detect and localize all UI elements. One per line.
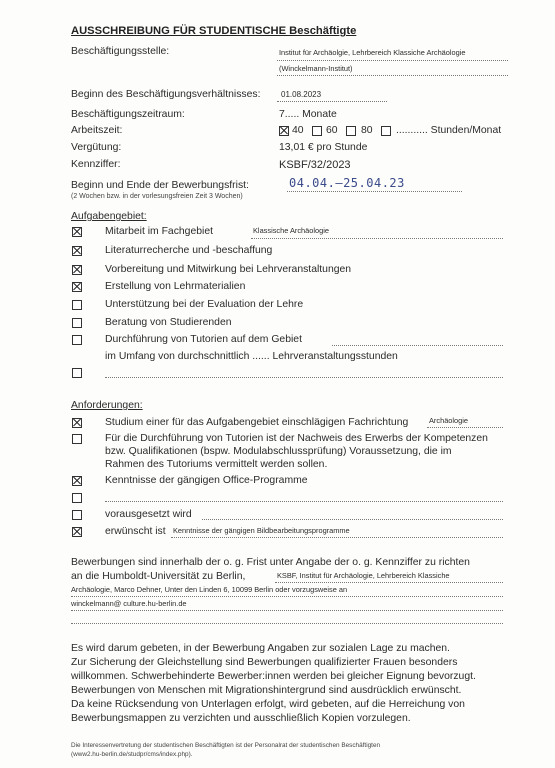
- aufgabe-5-checkbox[interactable]: [72, 300, 82, 310]
- erwuenscht-extra: Kenntnisse der gängigen Bildbearbeitungsprogramme: [173, 526, 350, 535]
- verguetung-label: Vergütung:: [71, 142, 122, 153]
- kennziffer-label: Kennziffer:: [71, 159, 121, 170]
- aufgabe-6-checkbox[interactable]: [72, 318, 82, 328]
- bewerbung-address-line1: KSBF, Institut für Archäologie, Lehrbereich Klassiche: [277, 571, 450, 580]
- vorausgesetzt-checkbox[interactable]: [72, 510, 82, 520]
- studium-checkbox[interactable]: [72, 418, 82, 428]
- arbeitszeit-80-label: 80: [361, 125, 373, 136]
- footer-line1: Die Interessenvertretung der studentischen Beschäftigten ist der Personalrat der studentischen Beschäftigten: [71, 742, 381, 749]
- tutorien-line3: Rahmen des Tutoriums vermittelt werden sollen.: [105, 459, 328, 470]
- aufgabe-7-checkbox[interactable]: [72, 335, 82, 345]
- aufgabe-3-checkbox[interactable]: [72, 265, 82, 275]
- erwuenscht-checkbox[interactable]: [72, 527, 82, 537]
- arbeitszeit-other-checkbox[interactable]: [381, 126, 391, 136]
- frist-label: Beginn und Ende der Bewerbungsfrist:: [71, 180, 249, 191]
- kennziffer-value: KSBF/32/2023: [279, 159, 351, 171]
- arbeitszeit-80-checkbox[interactable]: [346, 126, 356, 136]
- office-checkbox[interactable]: [72, 476, 82, 486]
- tutorien-umfang: im Umfang von durchschnittlich ...... Lehrveranstaltungsstunden: [105, 351, 398, 362]
- aufgabe-1-label: Mitarbeit im Fachgebiet: [105, 226, 213, 237]
- stelle-label: Beschäftigungsstelle:: [71, 46, 170, 57]
- hinweis-line2: Zur Sicherung der Gleichstellung sind Bewerbungen qualifizierter Frauen besonders: [71, 657, 458, 668]
- frist-note: (2 Wochen bzw. in der vorlesungsfreien Zeit 3 Wochen): [71, 193, 243, 200]
- hinweis-line4: Bewerbungen von Menschen mit Migrationshintergrund sind ausdrücklich erwünscht.: [71, 685, 462, 696]
- aufgabe-6-label: Beratung von Studierenden: [105, 317, 232, 328]
- footer-line2: (www2.hu-berlin.de/studpr/cms/index.php).: [71, 751, 193, 758]
- arbeitszeit-40-checkbox[interactable]: [279, 126, 289, 136]
- anforderung-other-checkbox[interactable]: [72, 493, 82, 503]
- bewerbung-line1: Bewerbungen sind innerhalb der o. g. Frist unter Angabe der o. g. Kennziffer zu richten: [71, 557, 470, 568]
- arbeitszeit-label: Arbeitszeit:: [71, 125, 123, 136]
- aufgabe-2-checkbox[interactable]: [72, 246, 82, 256]
- office-label: Kenntnisse der gängigen Office-Programme: [105, 475, 308, 486]
- aufgabe-other-checkbox[interactable]: [72, 368, 82, 378]
- erwuenscht-label: erwünscht ist: [105, 526, 166, 537]
- aufgabe-4-label: Erstellung von Lehrmaterialien: [105, 281, 246, 292]
- arbeitszeit-40-label: 40: [292, 125, 304, 136]
- bewerbung-address-line2: Archäologie, Marco Dehner, Unter den Linden 6, 10099 Berlin oder vorzugsweise an: [71, 585, 348, 594]
- arbeitszeit-60-label: 60: [326, 125, 338, 136]
- aufgabe-5-label: Unterstützung bei der Evaluation der Lehre: [105, 299, 304, 310]
- aufgabe-2-label: Literaturrecherche und -beschaffung: [105, 245, 273, 256]
- tutorien-line2: bzw. Qualifikationen (bspw. Modulabschlussprüfung) Voraussetzung, die im: [105, 446, 452, 457]
- frist-value: 04.04.–25.04.23: [289, 176, 405, 190]
- aufgabe-7-label: Durchführung von Tutorien auf dem Gebiet: [105, 334, 302, 345]
- verguetung-value: 13,01 € pro Stunde: [279, 142, 368, 153]
- vorausgesetzt-label: vorausgesetzt wird: [105, 509, 192, 520]
- studium-extra: Archäologie: [429, 416, 469, 425]
- anforderungen-heading: Anforderungen:: [71, 400, 143, 411]
- hinweis-line5: Da keine Rücksendung von Unterlagen erfolgt, wird gebeten, auf die Herreichung von: [71, 699, 465, 710]
- zeitraum-label: Beschäftigungszeitraum:: [71, 109, 185, 120]
- aufgabe-1-checkbox[interactable]: [72, 227, 82, 237]
- hinweis-line1: Es wird darum gebeten, in der Bewerbung Angaben zur sozialen Lage zu machen.: [71, 643, 450, 654]
- document-title: AUSSCHREIBUNG FÜR STUDENTISCHE Beschäftigte: [71, 25, 357, 37]
- arbeitszeit-60-checkbox[interactable]: [312, 126, 322, 136]
- studium-label: Studium einer für das Aufgabengebiet einschlägigen Fachrichtung: [105, 417, 409, 428]
- bewerbung-line2: an die Humboldt-Universität zu Berlin,: [71, 571, 246, 582]
- beginn-value: 01.08.2023: [281, 90, 322, 99]
- hinweis-line6: Bewerbungsmappen zu verzichten und ausschließlich Kopien vorzulegen.: [71, 713, 411, 724]
- zeitraum-value: 7..... Monate: [279, 109, 337, 120]
- beginn-label: Beginn des Beschäftigungsverhältnisses:: [71, 89, 261, 100]
- bewerbung-email: winckelmann@ culture.hu-berlin.de: [71, 599, 187, 608]
- stelle-value-line2: (Winckelmann-Institut): [279, 64, 353, 73]
- aufgaben-heading: Aufgabengebiet:: [71, 211, 147, 222]
- aufgabe-3-label: Vorbereitung und Mitwirkung bei Lehrveranstaltungen: [105, 264, 352, 275]
- arbeitszeit-tail: ........... Stunden/Monat: [396, 125, 502, 136]
- aufgabe-1-extra: Klassische Archäologie: [253, 226, 330, 235]
- tutorien-line1: Für die Durchführung von Tutorien ist der Nachweis des Erwerbs der Kompetenzen: [105, 433, 488, 444]
- aufgabe-4-checkbox[interactable]: [72, 282, 82, 292]
- hinweis-line3: willkommen. Schwerbehinderte Bewerber:innen werden bei gleicher Eignung bevorzugt.: [71, 671, 476, 682]
- tutorien-checkbox[interactable]: [72, 434, 82, 444]
- stelle-value-line1: Institut für Archäolgie, Lehrbereich Klassiche Archäologie: [279, 48, 466, 57]
